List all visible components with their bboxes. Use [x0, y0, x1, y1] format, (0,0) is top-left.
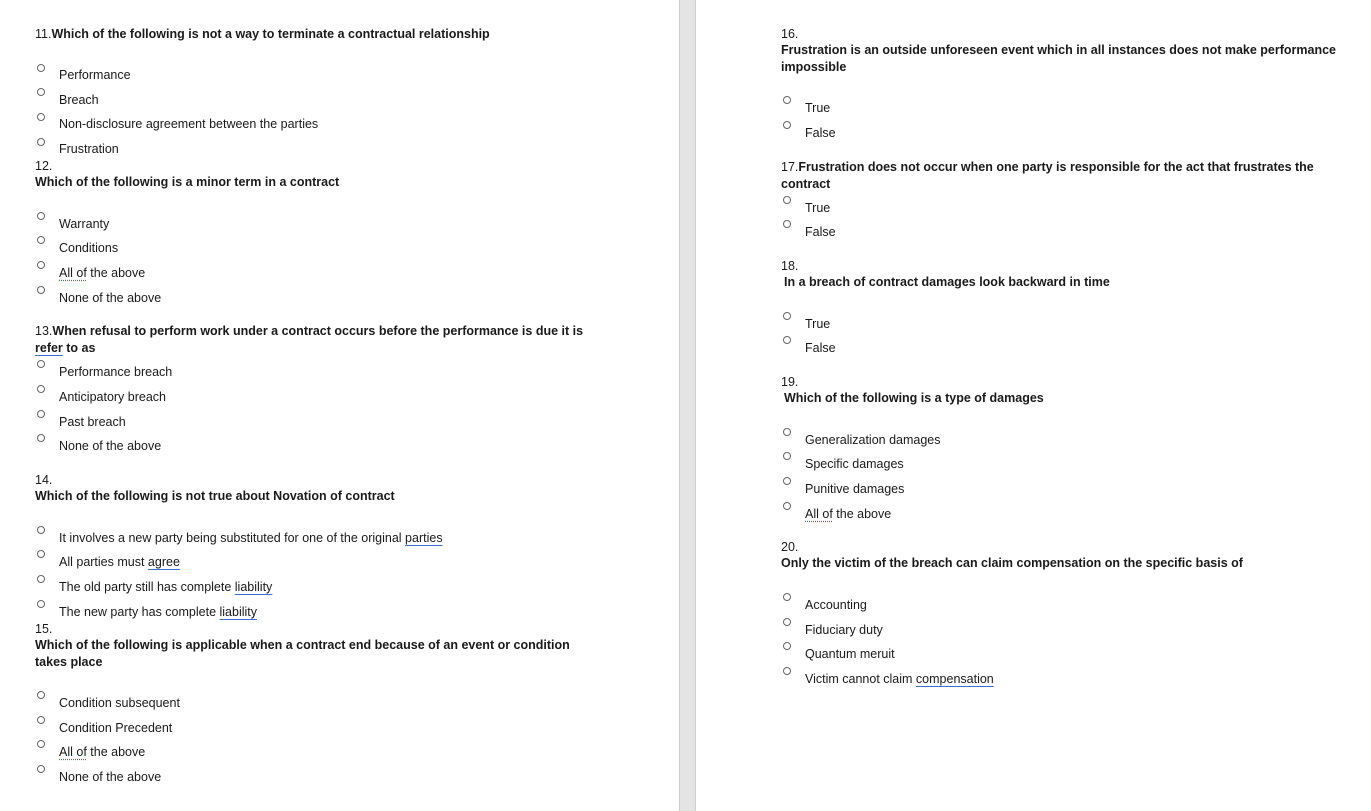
- option-label: All of the above: [59, 266, 146, 280]
- question-text: Which of the following is not a way to terminate a contractual relationship: [51, 27, 490, 41]
- option-label: Specific damages: [805, 457, 904, 471]
- radio-q11-opt2[interactable]: [37, 88, 45, 96]
- option-label: Non-disclosure agreement between the parties: [59, 117, 319, 131]
- question-number: 17.: [781, 160, 799, 174]
- question-number: 19.: [781, 375, 799, 389]
- option-label: Fiduciary duty: [805, 623, 883, 637]
- option-label: The old party still has complete liability: [59, 580, 273, 594]
- question-number: 18.: [781, 259, 799, 273]
- option-label: All of the above: [59, 745, 146, 759]
- radio-q19-opt3[interactable]: [783, 477, 791, 485]
- option-label: Frustration: [59, 142, 119, 156]
- option-label: Victim cannot claim compensation: [805, 672, 994, 686]
- question-text: Which of the following is not true about Novation of contract: [35, 489, 395, 503]
- radio-q19-opt4[interactable]: [783, 502, 791, 510]
- option-label: Conditions: [59, 241, 119, 255]
- radio-q20-opt2[interactable]: [783, 618, 791, 626]
- question-text: In a breach of contract damages look backward in time: [784, 275, 1110, 289]
- radio-q20-opt3[interactable]: [783, 642, 791, 650]
- option-label: None of the above: [59, 291, 162, 305]
- right-page: [696, 0, 1371, 811]
- option-label: Punitive damages: [805, 482, 905, 496]
- option-label: Past breach: [59, 415, 126, 429]
- radio-q15-opt1[interactable]: [37, 691, 45, 699]
- radio-q14-opt1[interactable]: [37, 526, 45, 534]
- radio-q19-opt2[interactable]: [783, 452, 791, 460]
- radio-q14-opt4[interactable]: [37, 600, 45, 608]
- question-13: 13.When refusal to perform work under a contract occurs before the performance is due it is refer to as: [35, 324, 584, 355]
- radio-q13-opt3[interactable]: [37, 410, 45, 418]
- question-text: Which of the following is applicable when a contract end because of an event or condition takes place: [35, 638, 570, 669]
- option-label: Condition Precedent: [59, 721, 173, 735]
- option-label: Warranty: [59, 217, 110, 231]
- option-label: Generalization damages: [805, 433, 941, 447]
- radio-q18-opt1[interactable]: [783, 312, 791, 320]
- option-label: Anticipatory breach: [59, 390, 167, 404]
- radio-q13-opt4[interactable]: [37, 434, 45, 442]
- radio-q14-opt3[interactable]: [37, 575, 45, 583]
- radio-q14-opt2[interactable]: [37, 550, 45, 558]
- radio-q20-opt4[interactable]: [783, 667, 791, 675]
- question-number: 13.: [35, 324, 53, 338]
- question-11: [35, 26, 635, 43]
- radio-q17-opt2[interactable]: [783, 220, 791, 228]
- radio-q12-opt2[interactable]: [37, 236, 45, 244]
- page-divider: [679, 0, 696, 811]
- question-number: 14.: [35, 473, 53, 487]
- question-text: Which of the following is a type of damages: [784, 391, 1044, 405]
- radio-q13-opt1[interactable]: [37, 360, 45, 368]
- radio-q11-opt4[interactable]: [37, 138, 45, 146]
- radio-q15-opt3[interactable]: [37, 740, 45, 748]
- option-label: True: [805, 201, 831, 215]
- option-label: False: [805, 225, 836, 239]
- option-label: All parties must agree: [59, 555, 180, 569]
- question-number: 16.: [781, 27, 799, 41]
- question-number: 12.: [35, 159, 53, 173]
- radio-q13-opt2[interactable]: [37, 385, 45, 393]
- option-label: All of the above: [805, 507, 892, 521]
- option-label: Quantum meruit: [805, 647, 895, 661]
- option-label: Condition subsequent: [59, 696, 180, 710]
- option-label: It involves a new party being substituted for one of the original parties: [59, 531, 443, 545]
- option-label: Accounting: [805, 598, 867, 612]
- option-label: Performance: [59, 68, 131, 82]
- option-label: The new party has complete liability: [59, 605, 258, 619]
- question-text: Only the victim of the breach can claim compensation on the specific basis of: [781, 556, 1243, 570]
- question-text: Frustration is an outside unforeseen event which in all instances does not make performance impossible: [781, 43, 1336, 74]
- question-17: [781, 159, 1341, 193]
- option-label: True: [805, 101, 831, 115]
- radio-q16-opt1[interactable]: [783, 96, 791, 104]
- radio-q19-opt1[interactable]: [783, 428, 791, 436]
- radio-q16-opt2[interactable]: [783, 121, 791, 129]
- question-text: Frustration does not occur when one party is responsible for the act that frustrates the contract: [781, 160, 1314, 191]
- radio-q20-opt1[interactable]: [783, 593, 791, 601]
- question-text: Which of the following is a minor term in a contract: [35, 175, 340, 189]
- option-label: None of the above: [59, 439, 162, 453]
- option-label: True: [805, 317, 831, 331]
- question-number: 15.: [35, 622, 53, 636]
- option-label: None of the above: [59, 770, 162, 784]
- radio-q15-opt4[interactable]: [37, 765, 45, 773]
- radio-q11-opt1[interactable]: [37, 64, 45, 72]
- option-label: False: [805, 341, 836, 355]
- left-page: [0, 0, 679, 811]
- question-number: 11.: [35, 27, 52, 41]
- radio-q12-opt4[interactable]: [37, 286, 45, 294]
- radio-q17-opt1[interactable]: [783, 196, 791, 204]
- radio-q12-opt1[interactable]: [37, 212, 45, 220]
- option-label: False: [805, 126, 836, 140]
- option-label: Breach: [59, 93, 99, 107]
- radio-q18-opt2[interactable]: [783, 336, 791, 344]
- option-label: Performance breach: [59, 365, 173, 379]
- radio-q11-opt3[interactable]: [37, 113, 45, 121]
- radio-q12-opt3[interactable]: [37, 261, 45, 269]
- radio-q15-opt2[interactable]: [37, 716, 45, 724]
- question-number: 20.: [781, 540, 799, 554]
